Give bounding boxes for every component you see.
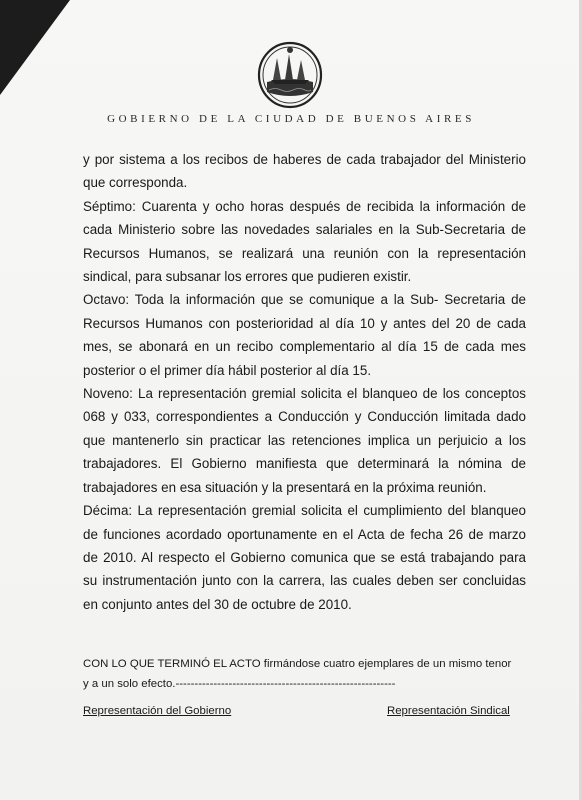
paragraph-septimo: Séptimo: Cuarenta y ocho horas después de recibida la información de cada Ministerio sobre las novedades salariales en la Sub-Secretaria de Recursos Humanos, se realizará una reunión con la representación sindical, para subsanar los errores que pudieren existir.: [83, 198, 526, 285]
paragraph-noveno: Noveno: La representación gremial solicita el blanqueo de los conceptos 068 y 033, correspondientes a Conducción y Conducción limitada dado que mantenerlo sin practicar las retenciones implica un perjuicio a los trabajadores. El Gobierno manifiesta que determinará la nómina de trabajadores en esa situación y la presentará en la próxima reunión.: [83, 386, 526, 495]
closing-line-2: y a un solo efecto.----------------------------------------------------------: [83, 678, 396, 690]
city-seal-emblem: [255, 40, 325, 110]
paragraph-decima: Décima: La representación gremial solicita el cumplimiento del blanqueo de funciones acordado oportunamente en el Acta de fecha 26 de marzo de 2010. Al respecto el Gobierno comunica que se está trabajando para su instrumentación junto con la carrera, las cuales deben ser concluidas en conjunto antes del 30 de octubre de 2010.: [83, 503, 526, 612]
closing-line-1: CON LO QUE TERMINÓ EL ACTO firmándose cuatro ejemplares de un mismo tenor: [83, 658, 512, 670]
closing-statement: [83, 654, 533, 694]
letterhead-title: GOBIERNO DE LA CIUDAD DE BUENOS AIRES: [107, 113, 475, 125]
signature-government: Representación del Gobierno: [83, 705, 232, 717]
document-body: [83, 148, 526, 616]
paragraph-intro: y por sistema a los recibos de haberes de cada trabajador del Ministerio que corresponda.: [83, 152, 526, 191]
paragraph-octavo: Octavo: Toda la información que se comunique a la Sub- Secretaria de Recursos Humanos con posterioridad al día 10 y antes del 20 de cada mes, se abonará en un recibo complementario al día 15 de cada mes posterior o el primer día hábil posterior al día 15.: [83, 292, 526, 378]
scan-corner-shadow: [0, 0, 70, 95]
signature-union: Representación Sindical: [387, 705, 510, 717]
